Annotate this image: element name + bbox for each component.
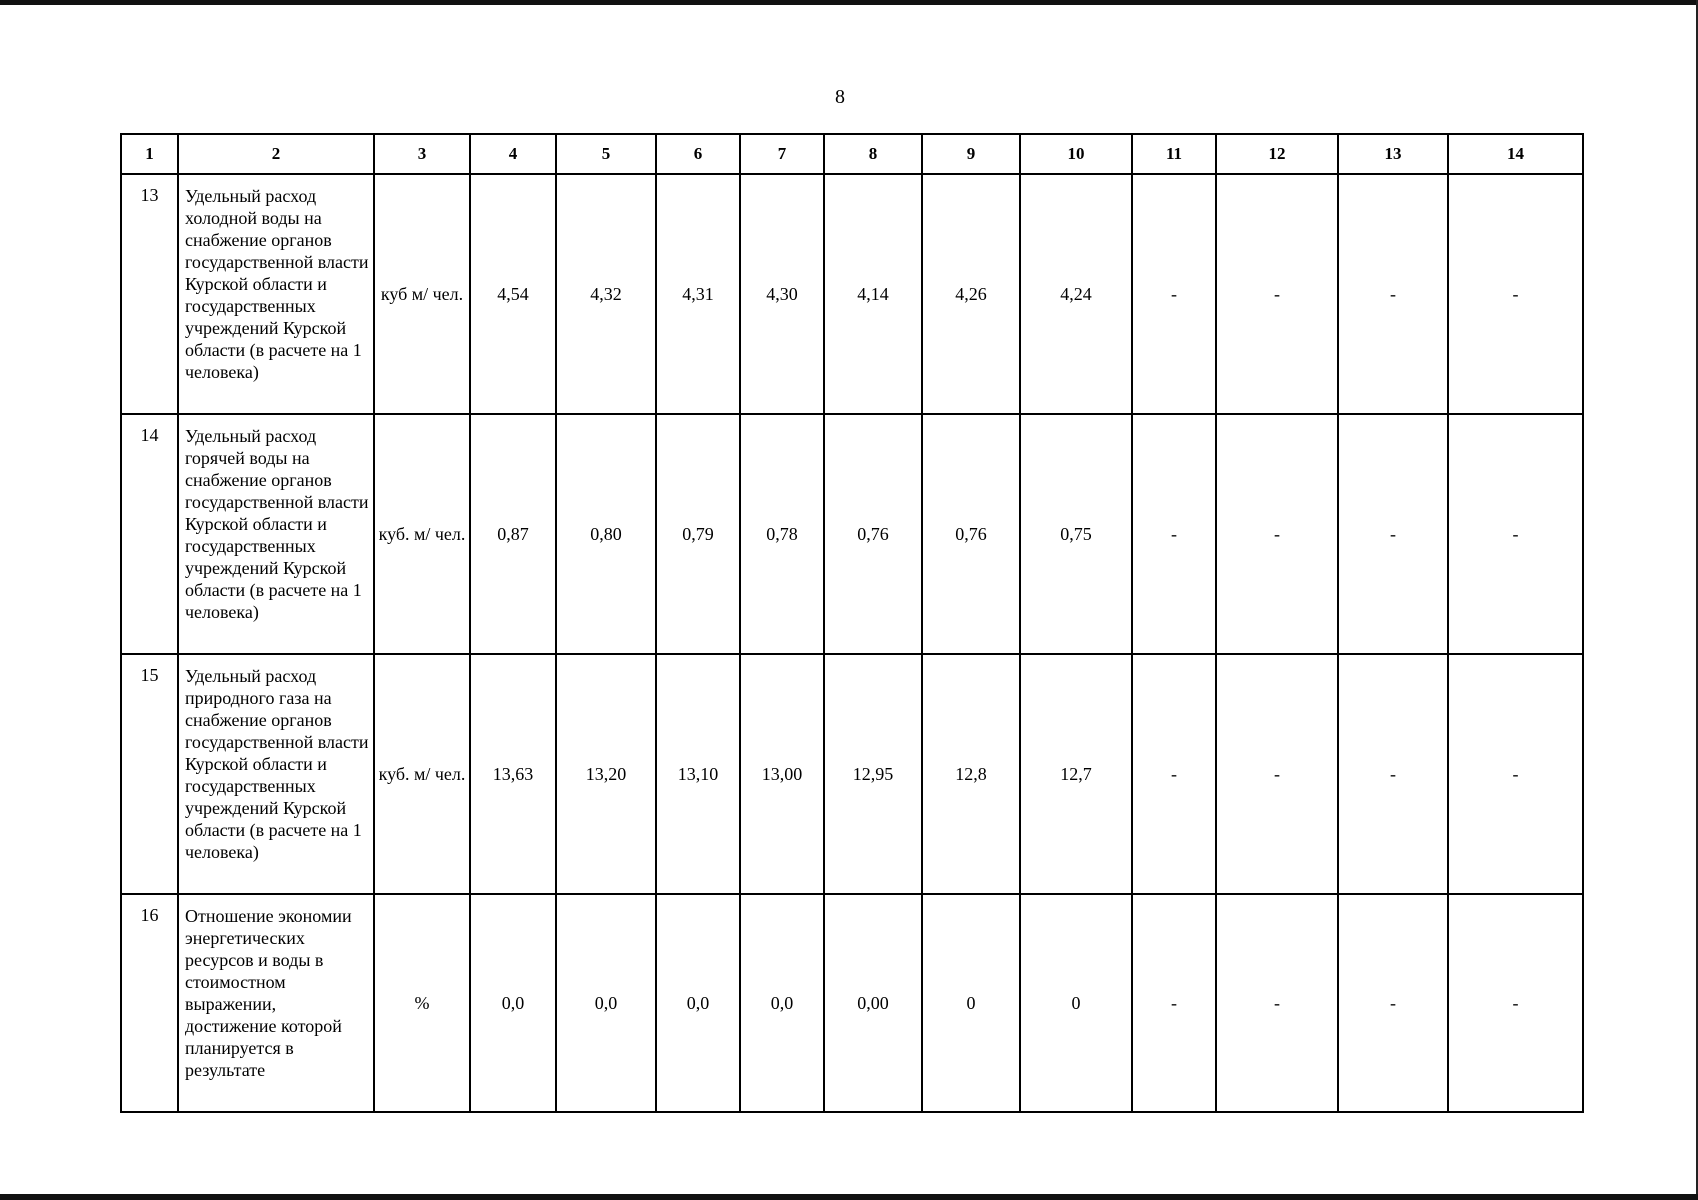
value-cell: - [1132,414,1216,654]
row-number: 13 [121,174,178,414]
value-cell: 13,63 [470,654,556,894]
row-number: 16 [121,894,178,1112]
indicator-name: Удельный расход холодной воды на снабжение органов государственной власти Курской области и государственных учреждений Курской области (в расчете на 1 человека) [178,174,374,414]
value-cell: 0 [922,894,1020,1112]
header-cell: 11 [1132,134,1216,174]
value-cell: 0,76 [824,414,922,654]
value-cell: - [1448,654,1583,894]
row-number: 14 [121,414,178,654]
value-cell: 13,00 [740,654,824,894]
value-cell: 4,31 [656,174,740,414]
value-cell: 0,76 [922,414,1020,654]
header-cell: 10 [1020,134,1132,174]
value-cell: 4,24 [1020,174,1132,414]
value-cell: - [1448,174,1583,414]
unit-cell: куб м/ чел. [374,174,470,414]
header-cell: 4 [470,134,556,174]
value-cell: 0,0 [656,894,740,1112]
value-cell: - [1132,174,1216,414]
value-cell: - [1338,894,1448,1112]
header-cell: 2 [178,134,374,174]
value-cell: - [1338,414,1448,654]
value-cell: - [1216,654,1338,894]
value-cell: - [1338,174,1448,414]
header-cell: 9 [922,134,1020,174]
value-cell: - [1216,414,1338,654]
header-cell: 7 [740,134,824,174]
table-row [121,654,1583,894]
header-row [121,134,1583,174]
value-cell: 12,8 [922,654,1020,894]
row-number: 15 [121,654,178,894]
value-cell: 4,32 [556,174,656,414]
value-cell: - [1448,414,1583,654]
value-cell: 12,7 [1020,654,1132,894]
table-row [121,174,1583,414]
value-cell: 0,0 [556,894,656,1112]
header-cell: 14 [1448,134,1583,174]
value-cell: 0,0 [470,894,556,1112]
indicator-table [120,133,1584,1113]
value-cell: - [1338,654,1448,894]
header-cell: 12 [1216,134,1338,174]
value-cell: 0,87 [470,414,556,654]
value-cell: 4,54 [470,174,556,414]
value-cell: 12,95 [824,654,922,894]
value-cell: 0,78 [740,414,824,654]
unit-cell: куб. м/ чел. [374,414,470,654]
value-cell: 0,80 [556,414,656,654]
indicator-name: Отношение экономии энергетических ресурсов и воды в стоимостном выражении, достижение которой планируется в результате [178,894,374,1112]
indicator-name: Удельный расход горячей воды на снабжение органов государственной власти Курской области и государственных учреждений Курской области (в расчете на 1 человека) [178,414,374,654]
value-cell: - [1132,654,1216,894]
value-cell: - [1448,894,1583,1112]
value-cell: 4,14 [824,174,922,414]
value-cell: 13,20 [556,654,656,894]
header-cell: 8 [824,134,922,174]
value-cell: 0 [1020,894,1132,1112]
unit-cell: % [374,894,470,1112]
page-number: 8 [835,86,845,108]
table-row [121,894,1583,1112]
header-cell: 3 [374,134,470,174]
value-cell: 0,79 [656,414,740,654]
table-row [121,414,1583,654]
unit-cell: куб. м/ чел. [374,654,470,894]
header-cell: 5 [556,134,656,174]
value-cell: 4,30 [740,174,824,414]
value-cell: - [1132,894,1216,1112]
value-cell: - [1216,894,1338,1112]
value-cell: 0,00 [824,894,922,1112]
value-cell: 4,26 [922,174,1020,414]
value-cell: 0,75 [1020,414,1132,654]
indicator-name: Удельный расход природного газа на снабжение органов государственной власти Курской области и государственных учреждений Курской области (в расчете на 1 человека) [178,654,374,894]
header-cell: 13 [1338,134,1448,174]
scan-edge-top [0,0,1698,5]
value-cell: 0,0 [740,894,824,1112]
header-cell: 1 [121,134,178,174]
header-cell: 6 [656,134,740,174]
value-cell: 13,10 [656,654,740,894]
scan-edge-bottom [0,1194,1698,1200]
value-cell: - [1216,174,1338,414]
